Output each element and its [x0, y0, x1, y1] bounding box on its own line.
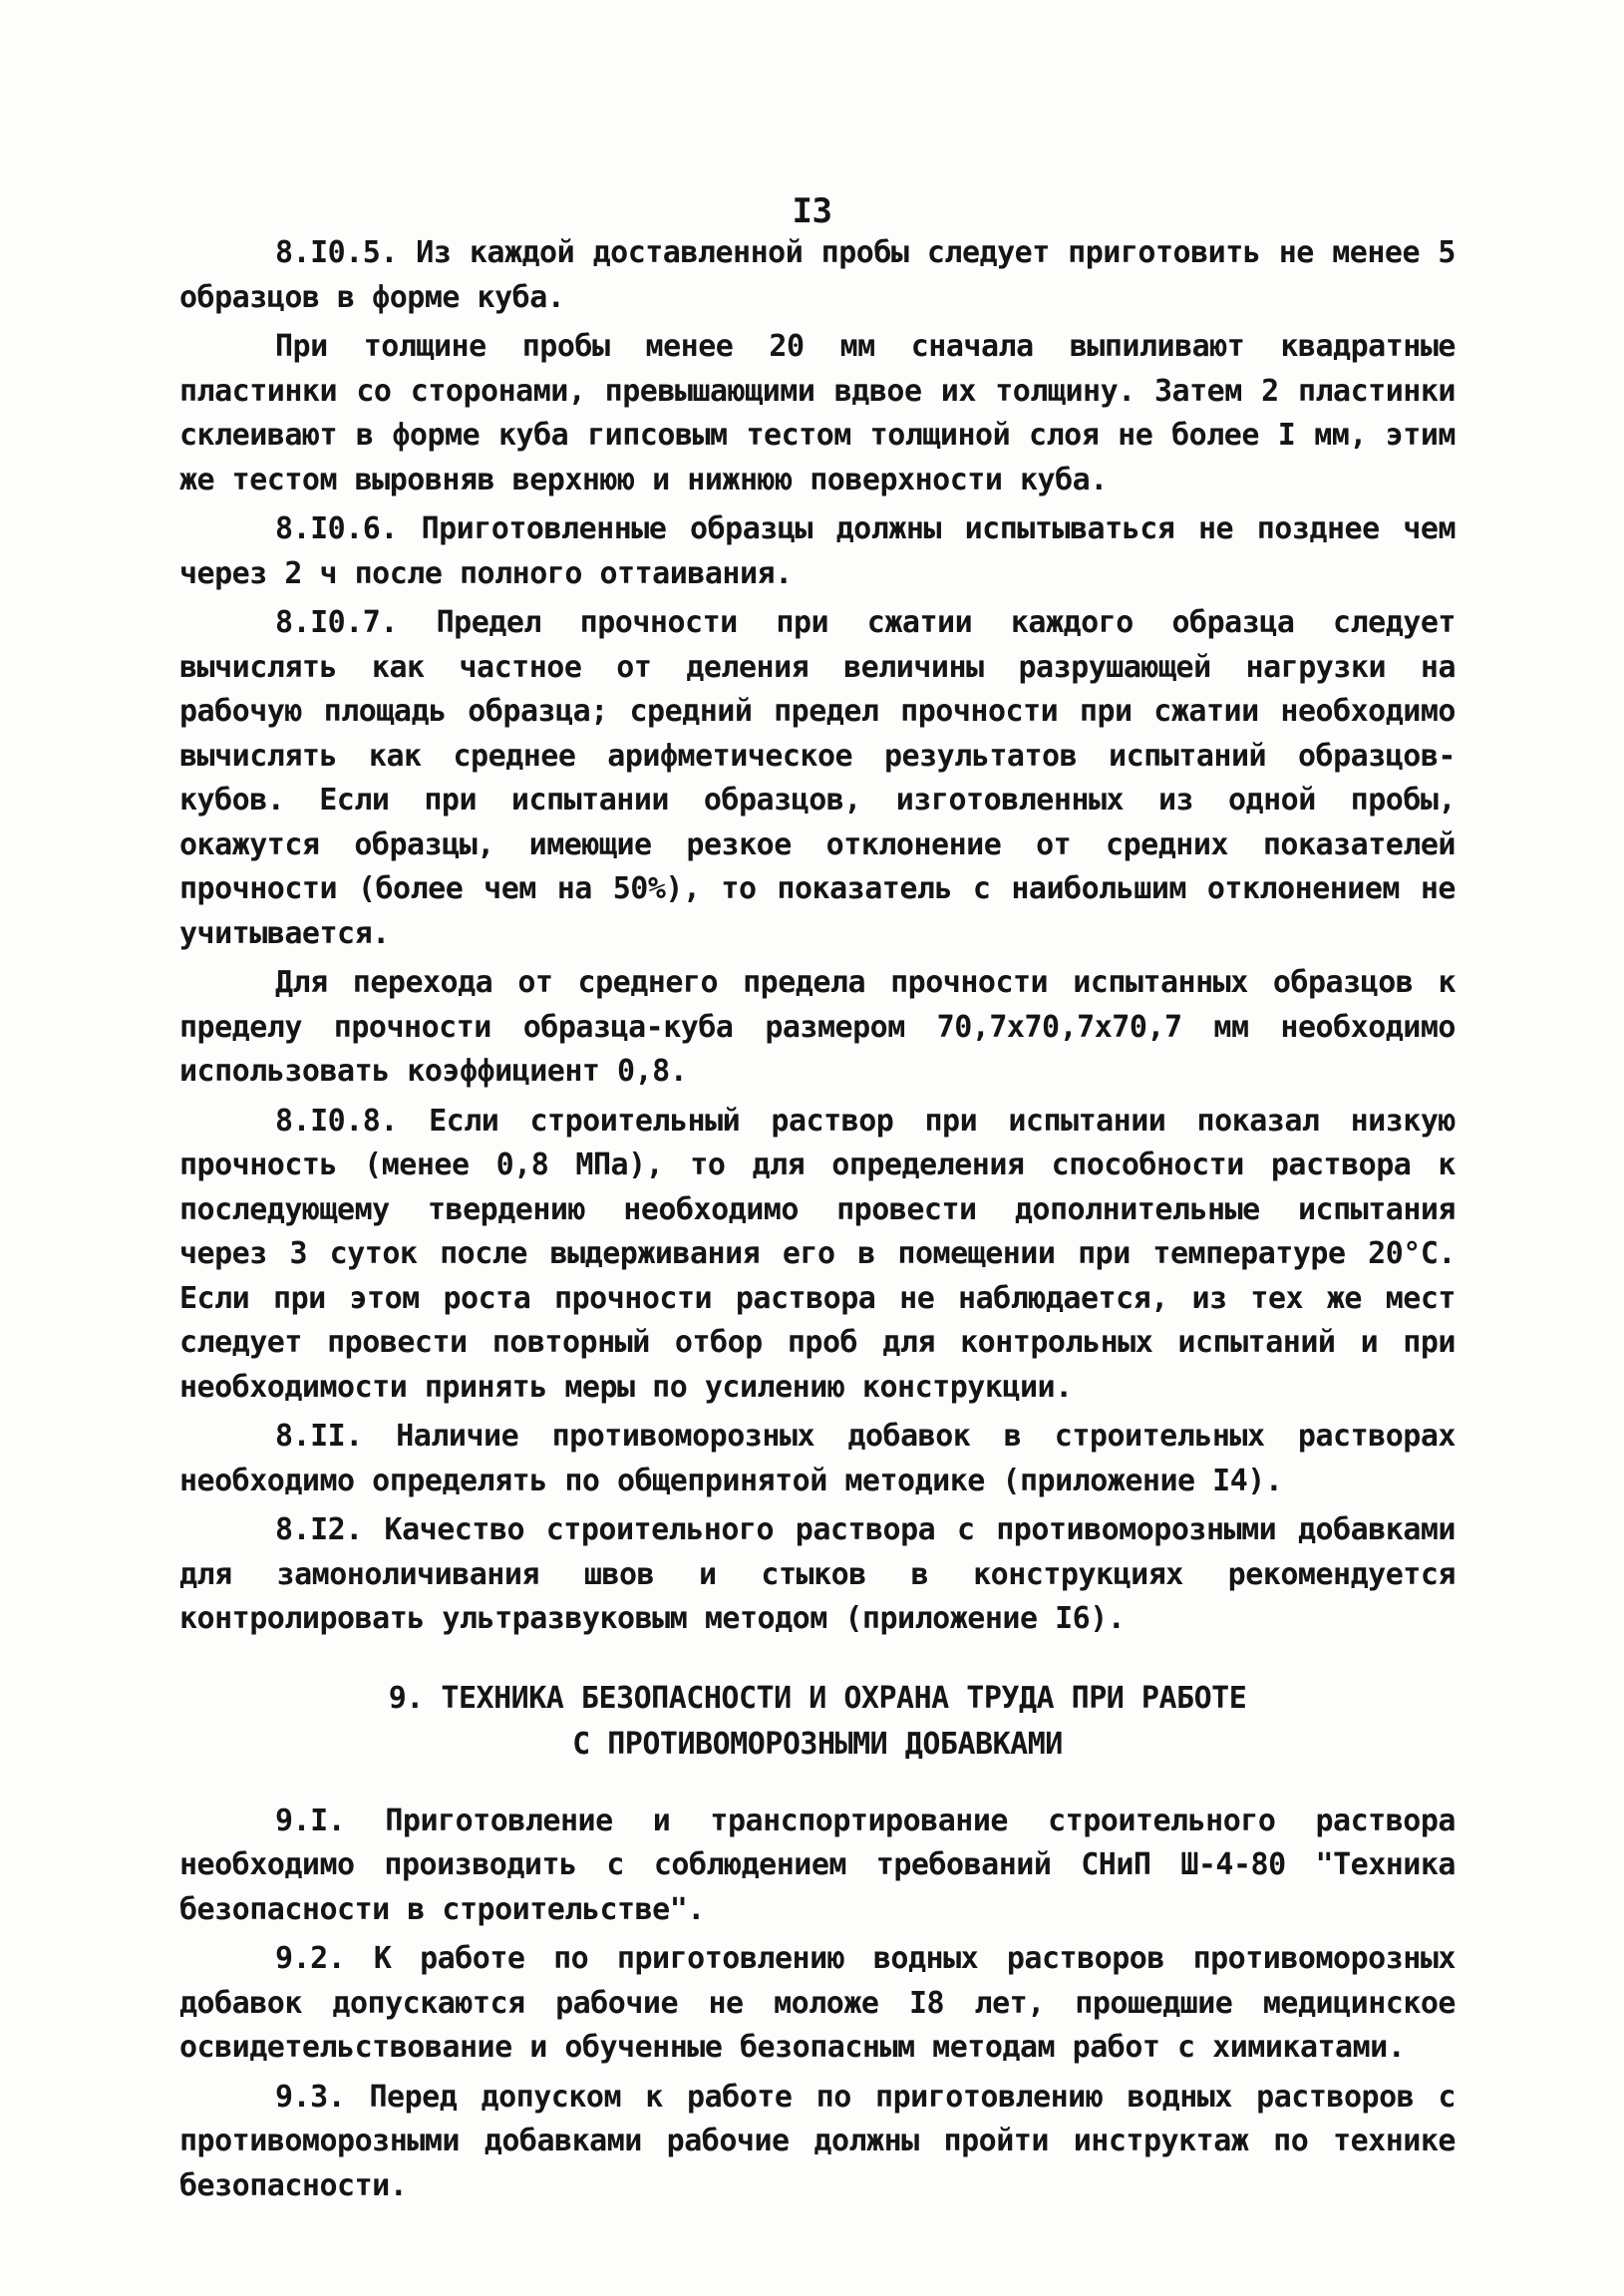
paragraph-8-11: 8.II. Наличие противоморозных добавок в строительных растворах необходимо определять по общепринятой методике (приложение I4). — [179, 1419, 1456, 1498]
body-text — [179, 231, 1456, 2213]
paragraph-8-10-6: 8.I0.6. Приготовленные образцы должны испытываться не позднее чем через 2 ч после полного оттаивания. — [179, 511, 1456, 591]
paragraph-8-10-7: 8.I0.7. Предел прочности при сжатии каждого образца следует вычислять как частное от деления величины разрушающей нагрузки на рабочую площадь образца; средний предел прочности при сжатии необходимо вычислять как среднее арифметическое результатов испытаний образцов-кубов. Если при испытании образцов, изготовленных из одной пробы, окажутся образцы, имеющие резкое отклонение от средних показателей прочности (более чем на 50%), то показатель с наибольшим отклонением не учитывается. — [179, 605, 1456, 951]
paragraph-9-1: 9.I. Приготовление и транспортирование строительного раствора необходимо производить с соблюдением требований СНиП Ш-4-80 "Техника безопасности в строительстве". — [179, 1803, 1456, 1927]
paragraph-8-10-7-coefficient: Для перехода от среднего предела прочности испытанных образцов к пределу прочности образца-куба размером 70,7х70,7х70,7 мм необходимо использовать коэффициент 0,8. — [179, 965, 1456, 1089]
section-9-heading-line-2: С ПРОТИВОМОРОЗНЫМИ ДОБАВКАМИ — [572, 1726, 1063, 1762]
page-number: I3 — [792, 191, 832, 231]
paragraph-8-10-5: 8.I0.5. Из каждой доставленной пробы следует приготовить не менее 5 образцов в форме куба. — [179, 235, 1456, 315]
paragraph-8-10-8: 8.I0.8. Если строительный раствор при испытании показал низкую прочность (менее 0,8 МПа), то для определения способности раствора к последующему твердению необходимо провести дополнительные испытания через 3 суток после выдерживания его в помещении при температуре 20°С. Если при этом роста прочности раствора не наблюдается, из тех же мест следует провести повторный отбор проб для контрольных испытаний и при необходимости принять меры по усилению конструкции. — [179, 1103, 1456, 1405]
paragraph-9-2: 9.2. К работе по приготовлению водных растворов противоморозных добавок допускаются рабочие не моложе I8 лет, прошедшие медицинское освидетельствование и обученные безопасным методам работ с химикатами. — [179, 1941, 1456, 2065]
paragraph-9-3: 9.3. Перед допуском к работе по приготовлению водных растворов с противоморозными добавками рабочие должны пройти инструктаж по технике безопасности. — [179, 2079, 1456, 2203]
paragraph-8-12: 8.I2. Качество строительного раствора с противоморозными добавками для замоноличивания швов и стыков в конструкциях рекомендуется контролировать ультразвуковым методом (приложение I6). — [179, 1512, 1456, 1636]
paragraph-8-10-5-thin-samples: При толщине пробы менее 20 мм сначала выпиливают квадратные пластинки со сторонами, превышающими вдвое их толщину. Затем 2 пластинки склеивают в форме куба гипсовым тестом толщиной слоя не более I мм, этим же тестом выровняв верхнюю и нижнюю поверхности куба. — [179, 329, 1456, 497]
section-9-heading-line-1: 9. ТЕХНИКА БЕЗОПАСНОСТИ И ОХРАНА ТРУДА ПРИ РАБОТЕ — [388, 1680, 1247, 1716]
section-9-heading — [179, 1676, 1456, 1768]
